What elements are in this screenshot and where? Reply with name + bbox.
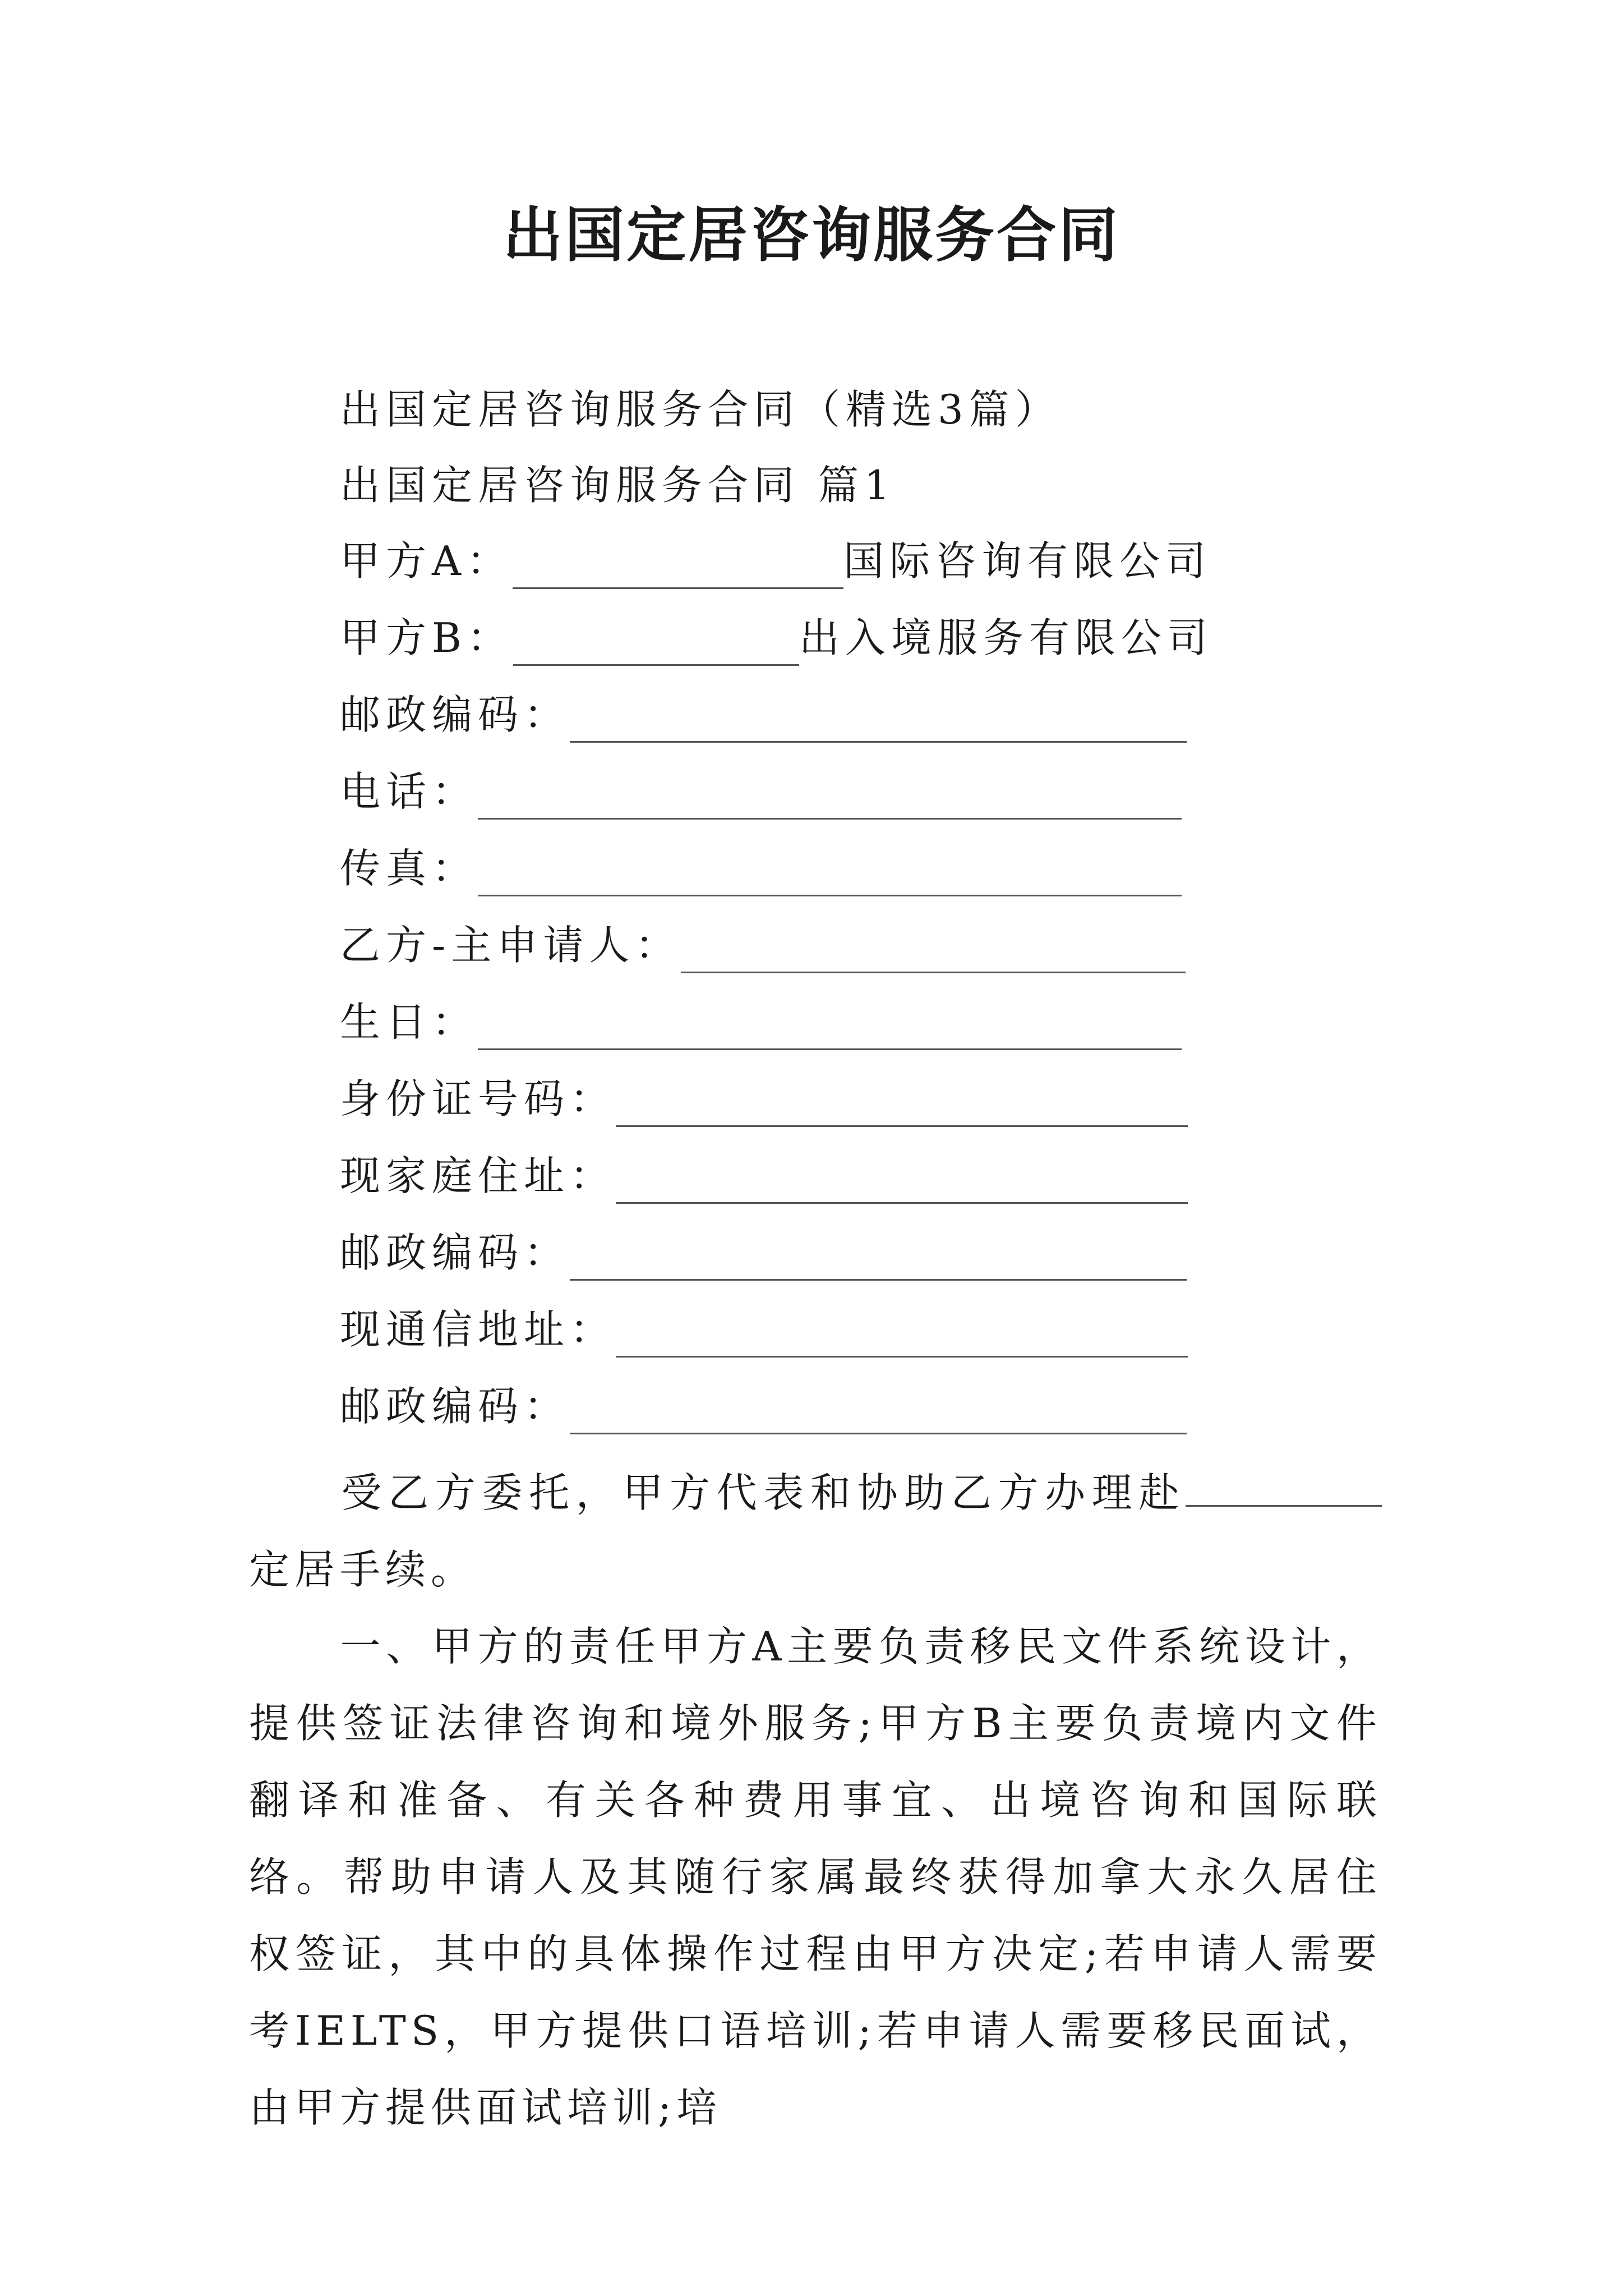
field-fax (340, 840, 1182, 896)
field-label: 邮政编码： (340, 1229, 570, 1276)
field-birthday (340, 994, 1182, 1050)
paragraph-text: 定居手续。 (249, 1546, 477, 1593)
field-blank (681, 927, 1186, 973)
field-blank (570, 1388, 1187, 1434)
field-suffix: 出入境服务有限公司 (799, 614, 1213, 661)
field-blank (513, 619, 799, 666)
section-heading-text: 出国定居咨询服务合同 篇1 (340, 462, 896, 509)
document-subtitle (340, 381, 1061, 438)
subtitle-text: 出国定居咨询服务合同（精选3篇） (340, 386, 1061, 433)
document-title: 出国定居咨询服务合同 (503, 201, 1120, 270)
field-blank (570, 696, 1187, 743)
field-label: 邮政编码： (340, 1383, 570, 1430)
paragraph-party-a-responsibility (249, 1608, 1382, 2146)
field-blank (616, 1080, 1188, 1127)
field-label: 甲方A： (340, 537, 513, 585)
paragraph-entrustment (249, 1455, 1382, 1608)
inline-blank (1186, 1466, 1382, 1507)
field-postal-code-1 (340, 687, 1187, 743)
field-label: 乙方-主申请人： (340, 922, 681, 969)
field-blank (513, 542, 843, 589)
field-blank (478, 773, 1182, 820)
field-label: 邮政编码： (340, 691, 570, 738)
field-party-a (340, 533, 1211, 589)
field-blank (478, 850, 1182, 896)
field-blank (478, 1004, 1182, 1050)
field-party-b (340, 610, 1213, 666)
field-label: 电话： (340, 768, 478, 815)
field-blank (616, 1157, 1188, 1204)
section-heading (340, 457, 896, 513)
paragraph-text: 一、甲方的责任甲方A主要负责移民文件系统设计，提供签证法律咨询和境外服务;甲方B主要负责境内文件翻译和准备、有关各种费用事宜、出境咨询和国际联络。帮助申请人及其随行家属最终获得加拿大永久居住权签证，其中的具体操作过程由甲方决定;若申请人需要考IELTS，甲方提供口语培训;若申请人需要移民面试，由甲方提供面试培训;培 (249, 1623, 1382, 2131)
field-label: 生日： (340, 999, 478, 1046)
field-postal-code-3 (340, 1378, 1187, 1434)
field-blank (616, 1311, 1188, 1358)
field-label: 现家庭住址： (340, 1152, 616, 1199)
field-id-number (340, 1071, 1188, 1127)
field-label: 身份证号码： (340, 1075, 616, 1122)
field-postal-code-2 (340, 1225, 1187, 1281)
field-blank (570, 1234, 1187, 1281)
field-label: 现通信地址： (340, 1306, 616, 1353)
field-home-address (340, 1148, 1188, 1204)
field-suffix: 国际咨询有限公司 (843, 537, 1212, 585)
field-phone (340, 763, 1182, 820)
paragraph-text: 受乙方委托，甲方代表和协助乙方办理赴 (340, 1469, 1186, 1516)
field-main-applicant (340, 917, 1186, 973)
field-label: 传真： (340, 845, 478, 892)
field-mailing-address (340, 1301, 1188, 1358)
field-label: 甲方B： (340, 614, 513, 661)
